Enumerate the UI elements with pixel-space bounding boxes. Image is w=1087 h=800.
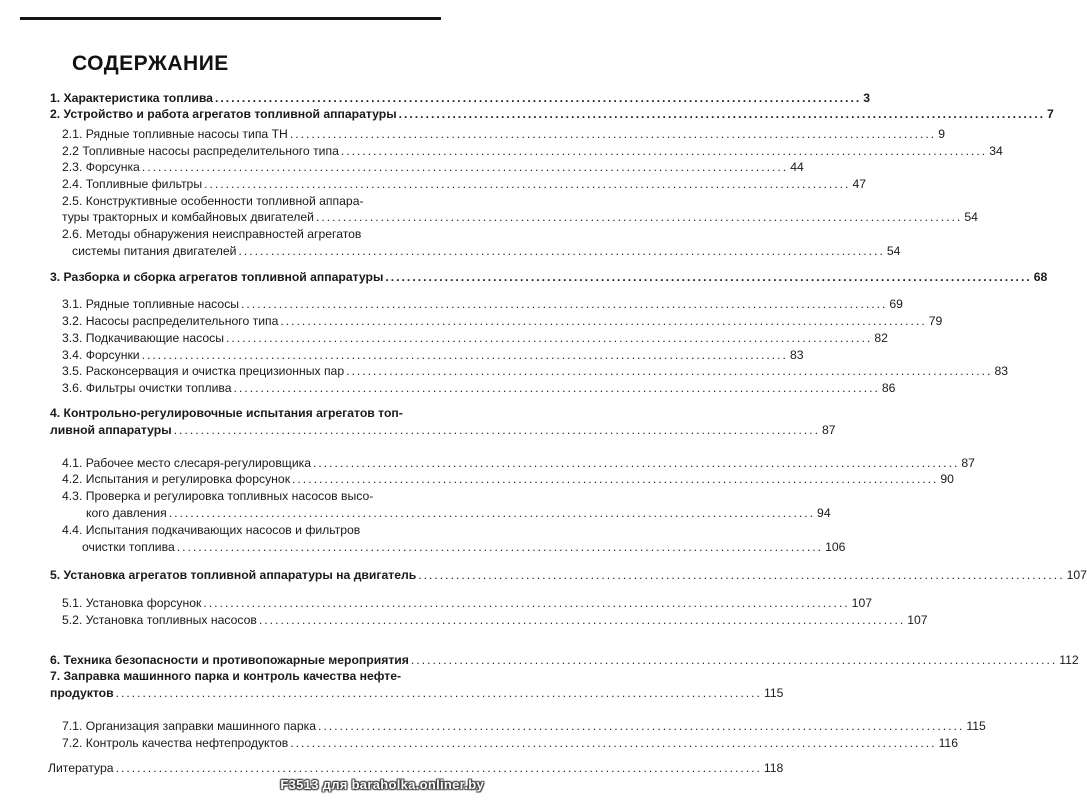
toc-entry-4-3-line1: 4.3. Проверка и регулировка топливных насосов высо- <box>62 489 374 503</box>
toc-entry-page: 90 <box>940 472 954 486</box>
leader-dots: ........................................................................................................................ <box>115 686 762 700</box>
toc-entry-title: 3.4. Форсунки <box>62 348 140 362</box>
toc-entry-4-line1: 4. Контрольно-регулировочные испытания агрегатов топ- <box>50 406 403 420</box>
toc-entry-2-2 <box>62 144 1003 158</box>
leader-dots: ........................................................................................................................ <box>289 127 937 141</box>
leader-dots: ........................................................................................................................ <box>292 472 939 486</box>
toc-entry-title: продуктов <box>50 686 114 700</box>
toc-entry-2-1 <box>62 127 945 141</box>
toc-entry-4 <box>50 423 836 437</box>
toc-entry-page: 107 <box>851 596 873 610</box>
toc-entry-title: 3.6. Фильтры очистки топлива <box>62 381 232 395</box>
toc-entry-title: 3.5. Расконсервация и очистка прецизионных пар <box>62 364 345 378</box>
leader-dots: ........................................................................................................................ <box>340 144 988 158</box>
leader-dots: ........................................................................................................................ <box>318 719 965 733</box>
leader-dots: ........................................................................................................................ <box>141 160 789 174</box>
toc-entry-title: 3.3. Подкачивающие насосы <box>62 331 224 345</box>
toc-entry-4-1 <box>62 456 975 470</box>
toc-entry-5 <box>50 568 1087 582</box>
toc-entry-page: 3 <box>863 91 871 105</box>
toc-entry-4-3 <box>62 506 831 520</box>
leader-dots: ........................................................................................................................ <box>346 364 993 378</box>
toc-entry-page: 112 <box>1059 653 1079 667</box>
leader-dots: ........................................................................................................................ <box>410 653 1058 667</box>
toc-entry-title: 6. Техника безопасности и противопожарные мероприятия <box>50 653 409 667</box>
toc-entry-3-4 <box>62 348 804 362</box>
leader-dots: ........................................................................................................................ <box>280 314 927 328</box>
toc-entry-7-1 <box>62 719 986 733</box>
toc-entry-page: 54 <box>886 244 901 258</box>
toc-entry-page: 115 <box>763 686 784 700</box>
leader-dots: ........................................................................................................................ <box>315 210 963 224</box>
toc-entry-title: системы питания двигателей <box>72 244 237 258</box>
leader-dots: ........................................................................................................................ <box>418 568 1065 582</box>
leader-dots: ........................................................................................................................ <box>313 456 960 470</box>
leader-dots: ........................................................................................................................ <box>241 297 888 311</box>
toc-entry-title: кого давления <box>86 506 167 520</box>
toc-entry-title: 7.1. Организация заправки машинного парка <box>62 719 316 733</box>
toc-entry-title: 1. Характеристика топлива <box>50 91 213 105</box>
watermark: F3513 для baraholka.onliner.by <box>280 777 484 792</box>
toc-entry-2-5 <box>62 210 978 224</box>
toc-entry-4-2 <box>62 472 954 486</box>
leader-dots: ........................................................................................................................ <box>115 761 762 775</box>
toc-entry-2 <box>50 107 1054 121</box>
toc-entry-title: ливной аппаратуры <box>50 423 172 437</box>
toc-entry-3-1 <box>62 297 903 311</box>
toc-entry-title: туры тракторных и комбайновых двигателей <box>62 210 314 224</box>
toc-entry-3-6 <box>62 381 896 395</box>
toc-entry-2-5-line1: 2.5. Конструктивные особенности топливной аппара- <box>62 194 364 208</box>
toc-entry-title: 2.4. Топливные фильтры <box>62 177 203 191</box>
toc-entry-title: 3. Разборка и сборка агрегатов топливной аппаратуры <box>50 270 384 284</box>
toc-entry-4-4 <box>62 540 846 554</box>
toc-entry-2-4 <box>62 177 867 191</box>
leader-dots: ........................................................................................................................ <box>173 423 820 437</box>
toc-entry-page: 82 <box>874 331 888 345</box>
leader-dots: ........................................................................................................................ <box>398 107 1045 121</box>
toc-entry-7-line1: 7. Заправка машинного парка и контроль качества нефте- <box>50 669 402 683</box>
toc-entry-page: 44 <box>790 160 804 174</box>
toc-entry-page: 107 <box>1066 568 1087 582</box>
toc-entry-1 <box>50 91 871 105</box>
toc-entry-title: 2.3. Форсунка <box>62 160 140 174</box>
leader-dots: ........................................................................................................................ <box>141 348 788 362</box>
toc-entry-page: 115 <box>966 719 986 733</box>
toc-entry-literature <box>48 761 784 775</box>
toc-entry-title: 2.1. Рядные топливные насосы типа ТН <box>62 127 288 141</box>
toc-entry-title: 3.2. Насосы распределительного типа <box>62 314 279 328</box>
toc-entry-title: очистки топлива <box>82 540 175 554</box>
toc-entry-3-3 <box>62 331 888 345</box>
toc-entry-page: 86 <box>881 381 896 395</box>
toc-entry-page: 34 <box>989 144 1003 158</box>
toc-entry-title: 5.2. Установка топливных насосов <box>62 613 257 627</box>
toc-entry-page: 87 <box>961 456 975 470</box>
leader-dots: ........................................................................................................................ <box>238 244 885 258</box>
toc-entry-6 <box>50 653 1079 667</box>
toc-entry-3-5 <box>62 364 1009 378</box>
toc-entry-page: 83 <box>789 348 804 362</box>
leader-dots: ........................................................................................................................ <box>168 506 816 520</box>
toc-entry-title: 5.1. Установка форсунок <box>62 596 202 610</box>
toc-entry-page: 118 <box>763 761 784 775</box>
toc-entry-title: 2.2 Топливные насосы распределительного типа <box>62 144 339 158</box>
toc-entry-7-2 <box>62 736 958 750</box>
toc-entry-5-2 <box>62 613 928 627</box>
toc-entry-page: 54 <box>964 210 978 224</box>
leader-dots: ........................................................................................................................ <box>290 736 937 750</box>
leader-dots: ........................................................................................................................ <box>385 270 1032 284</box>
toc-entry-title: 3.1. Рядные топливные насосы <box>62 297 240 311</box>
toc-entry-5-1 <box>62 596 873 610</box>
toc-entry-page: 79 <box>928 314 943 328</box>
page-title: СОДЕРЖАНИЕ <box>72 52 229 75</box>
toc-entry-4-4-line1: 4.4. Испытания подкачивающих насосов и фильтров <box>62 523 361 537</box>
leader-dots: ........................................................................................................................ <box>226 331 873 345</box>
toc-entry-page: 9 <box>938 127 945 141</box>
toc-entry-title: Литература <box>48 761 114 775</box>
toc-entry-page: 116 <box>938 736 958 750</box>
toc-entry-page: 47 <box>852 177 867 191</box>
toc-entry-title: 5. Установка агрегатов топливной аппаратуры на двигатель <box>50 568 417 582</box>
toc-entry-page: 94 <box>817 506 831 520</box>
toc-entry-2-3 <box>62 160 804 174</box>
toc-entry-title: 2. Устройство и работа агрегатов топливной аппаратуры <box>50 107 397 121</box>
top-rule <box>20 17 441 20</box>
leader-dots: ........................................................................................................................ <box>203 596 850 610</box>
toc-entry-3 <box>50 270 1048 284</box>
toc-entry-page: 87 <box>822 423 836 437</box>
toc-entry-page: 68 <box>1033 270 1048 284</box>
toc-entry-page: 106 <box>825 540 846 554</box>
leader-dots: ........................................................................................................................ <box>204 177 851 191</box>
toc-entry-2-6-line1: 2.6. Методы обнаружения неисправностей агрегатов <box>62 227 362 241</box>
toc-entry-page: 7 <box>1046 107 1054 121</box>
toc-entry-3-2 <box>62 314 943 328</box>
toc-entry-2-6 <box>62 244 901 258</box>
toc-entry-title: 4.1. Рабочее место слесаря-регулировщика <box>62 456 312 470</box>
toc-entry-7 <box>50 686 784 700</box>
leader-dots: ........................................................................................................................ <box>233 381 880 395</box>
toc-entry-page: 107 <box>907 613 928 627</box>
leader-dots: ........................................................................................................................ <box>214 91 862 105</box>
leader-dots: ........................................................................................................................ <box>176 540 824 554</box>
leader-dots: ........................................................................................................................ <box>258 613 906 627</box>
toc-entry-page: 69 <box>889 297 903 311</box>
toc-entry-title: 7.2. Контроль качества нефтепродуктов <box>62 736 289 750</box>
toc-entry-title: 4.2. Испытания и регулировка форсунок <box>62 472 291 486</box>
toc-entry-page: 83 <box>994 364 1009 378</box>
